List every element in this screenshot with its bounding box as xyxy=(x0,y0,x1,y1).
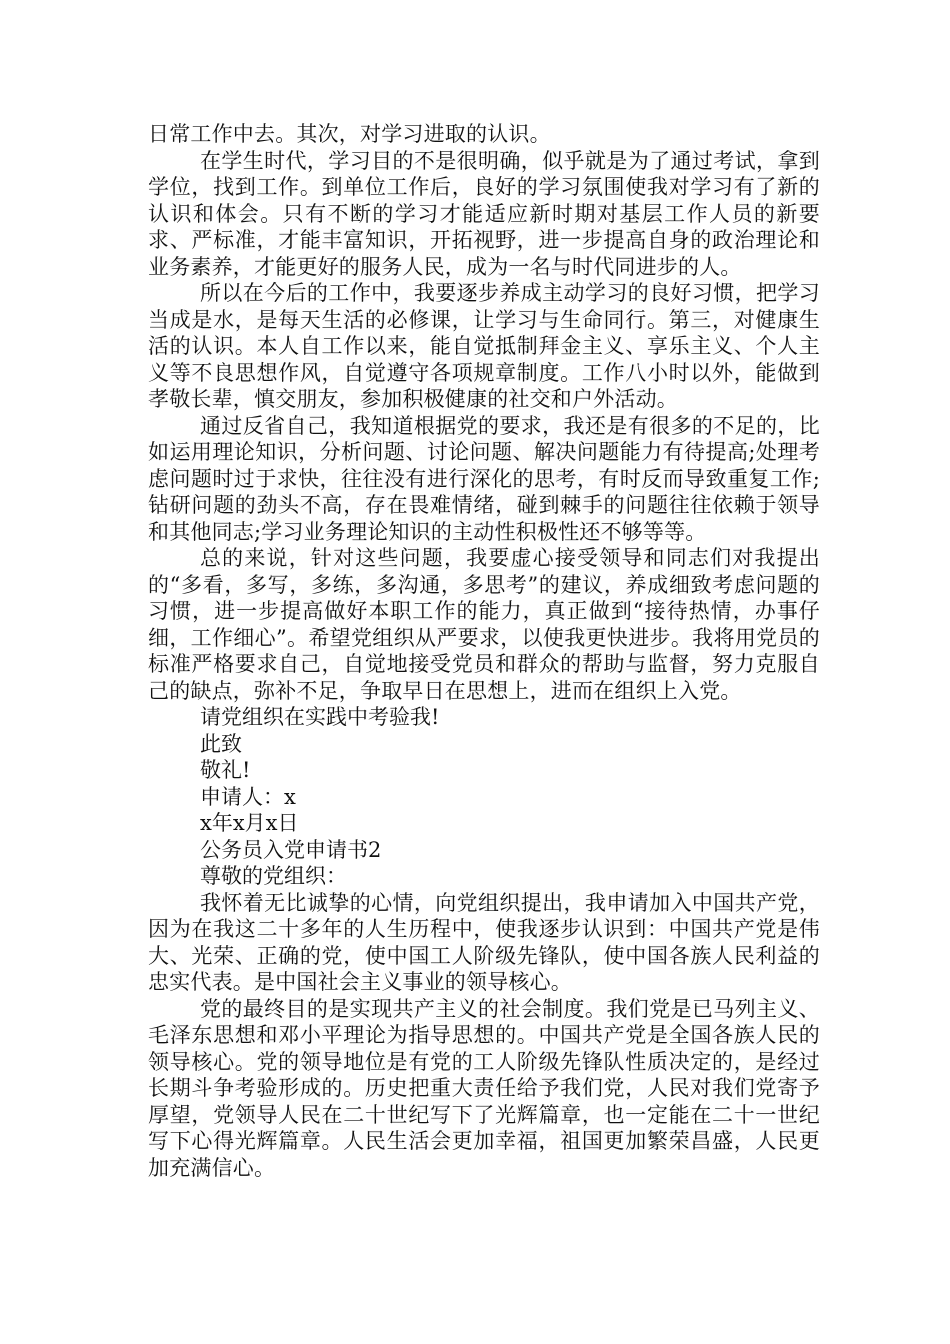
paragraph-6: 我怀着无比诚挚的心情，向党组织提出，我申请加入中国共产党，因为在我这二十多年的人生历程中，使我逐步认识到：中国共产党是伟大、光荣、正确的党，使中国工人阶级先锋队，使中国各族人民利益的忠实代表。是中国社会主义事业的领导核心。 xyxy=(148,890,820,994)
paragraph-2: 在学生时代，学习目的不是很明确，似乎就是为了通过考试，拿到学位，找到工作。到单位工作后，良好的学习氛围使我对学习有了新的认识和体会。只有不断的学习才能适应新时期对基层工作人员的新要求、严标准，才能丰富知识，开拓视野，进一步提高自身的政治理论和业务素养，才能更好的服务人民，成为一名与时代同进步的人。 xyxy=(148,148,820,279)
paragraph-1: 日常工作中去。其次，对学习进取的认识。 xyxy=(148,122,551,146)
paragraph-5: 总的来说，针对这些问题，我要虚心接受领导和同志们对我提出的“多看，多写，多练，多沟通，多思考”的建议，养成细致考虑问题的习惯，进一步提高做好本职工作的能力，真正做到“接待热情，办事仔细，工作细心”。希望党组织从严要求，以使我更快进步。我将用党员的标准严格要求自己，自觉地接受党员和群众的帮助与监督，努力克服自己的缺点，弥补不足，争取早日在思想上，进而在组织上入党。 xyxy=(148,546,820,703)
paragraph-4: 通过反省自己，我知道根据党的要求，我还是有很多的不足的，比如运用理论知识，分析问题、讨论问题、解决问题能力有待提高;处理考虑问题时过于求快，往往没有进行深化的思考，有时反而导致重复工作;钻研问题的劲头不高，存在畏难情绪，碰到棘手的问题往往依赖于领导和其他同志;学习业务理论知识的主动性积极性还不够等等。 xyxy=(148,413,820,544)
paragraph-7: 党的最终目的是实现共产主义的社会制度。我们党是已马列主义、毛泽东思想和邓小平理论为指导思想的。中国共产党是全国各族人民的领导核心。党的领导地位是有党的工人阶级先锋队性质决定的，是经过长期斗争考验形成的。历史把重大责任给予我们党，人民对我们党寄予厚望，党领导人民在二十世纪写下了光辉篇章，也一定能在二十一世纪写下心得光辉篇章。人民生活会更加幸福，祖国更加繁荣昌盛，人民更加充满信心。 xyxy=(148,996,820,1180)
paragraph-3: 所以在今后的工作中，我要逐步养成主动学习的良好习惯，把学习当成是水，是每天生活的必修课，让学习与生命同行。第三，对健康生活的认识。本人自工作以来，能自觉抵制拜金主义、享乐主义、个人主义等不良思想作风，自觉遵守各项规章制度。工作八小时以外，能做到孝敬长辈，慎交朋友，参加积极健康的社交和户外活动。 xyxy=(148,281,820,411)
applicant-line: 申请人：x xyxy=(200,784,296,809)
date-line: x年x月x日 xyxy=(200,811,299,835)
greeting-line: 尊敬的党组织： xyxy=(200,864,347,888)
closing-salutation: 此致 xyxy=(200,731,242,756)
closing-respect: 敬礼! xyxy=(200,758,251,782)
document-page xyxy=(148,121,820,1181)
closing-request: 请党组织在实践中考验我! xyxy=(200,705,440,729)
section-title: 公务员入党申请书2 xyxy=(200,837,382,862)
